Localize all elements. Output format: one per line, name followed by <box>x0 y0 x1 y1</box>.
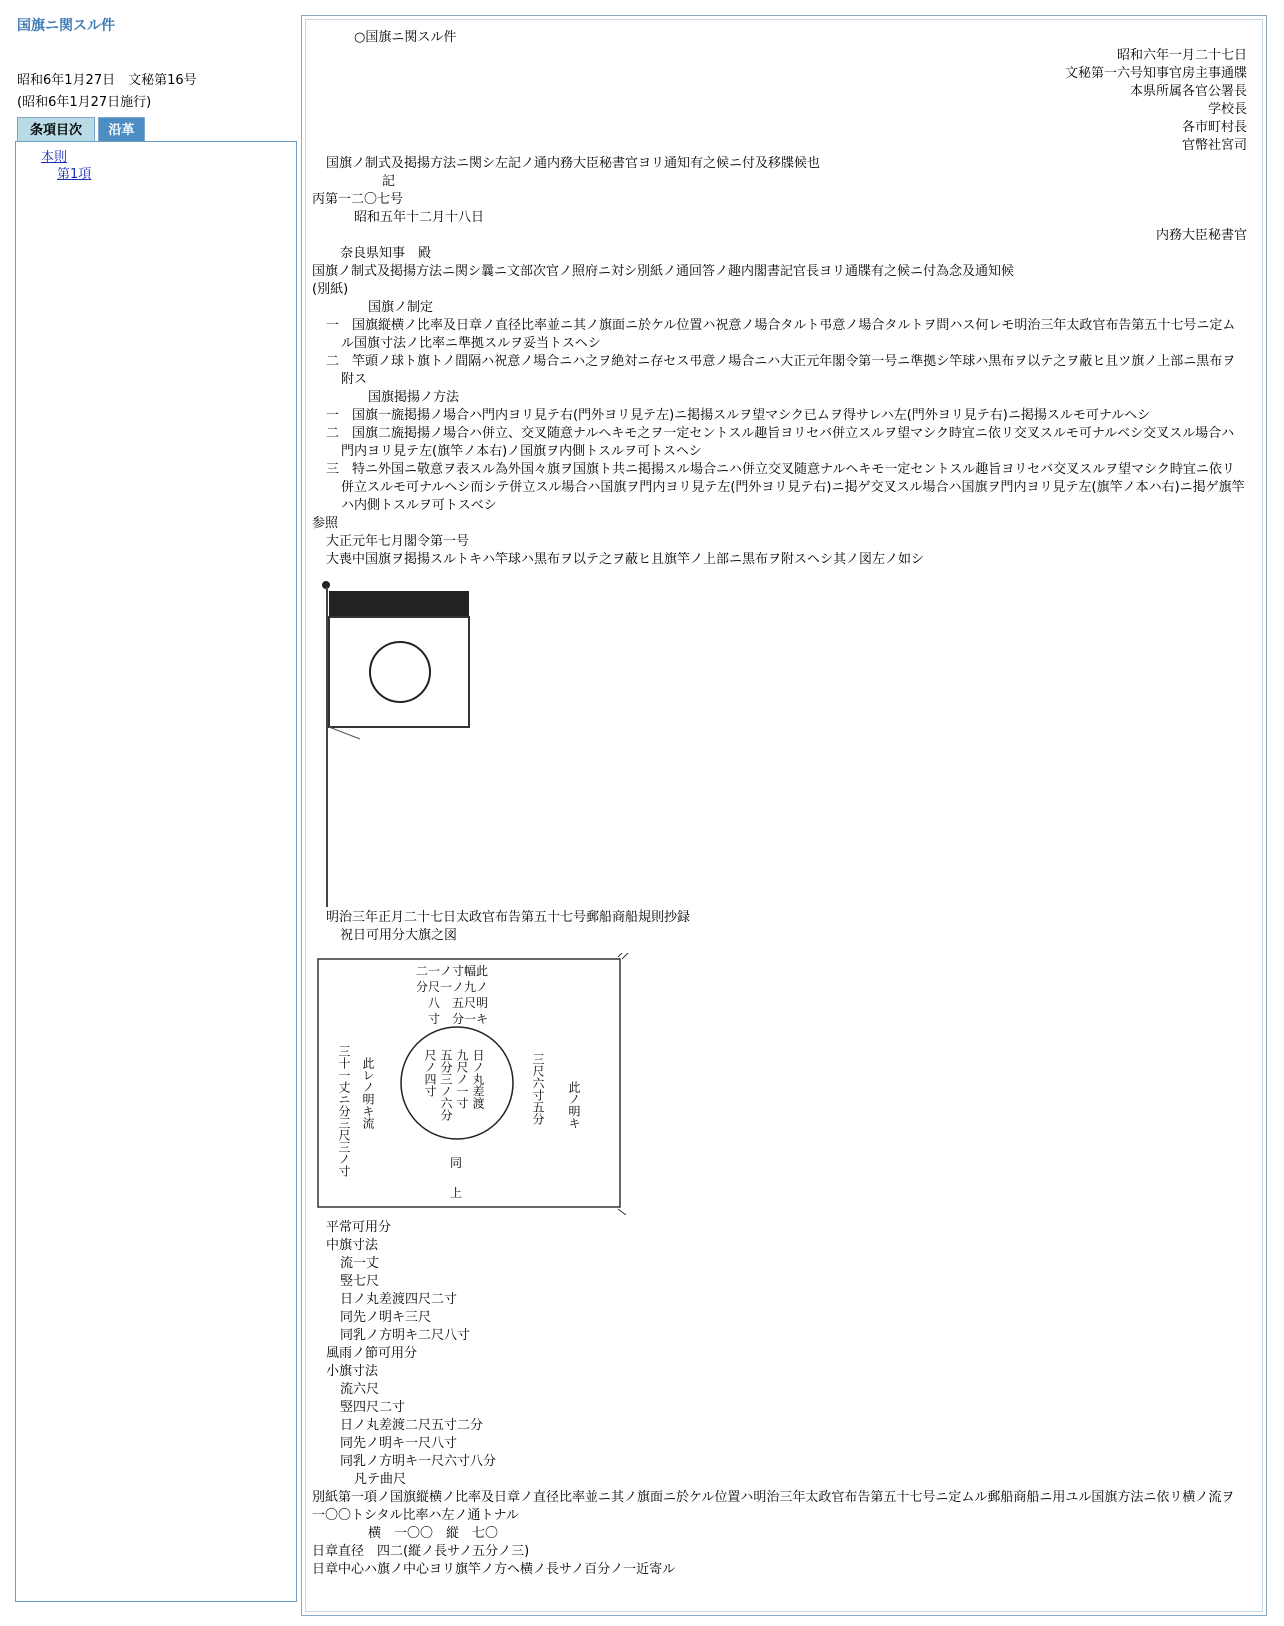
tab-history[interactable]: 沿革 <box>98 117 145 142</box>
dimension-line: 同先ノ明キ三尺 <box>340 1310 432 1325</box>
header-date: 昭和六年一月二十七日 <box>1116 48 1247 63</box>
closing-text: 日章中心ハ旗ノ中心ヨリ旗竿ノ方ヘ横ノ長サノ百分ノ一近寄ル <box>312 1562 676 1577</box>
dimension-line: 小旗寸法 <box>326 1364 379 1379</box>
reference-label: 参照 <box>312 516 339 531</box>
diagram-label: 五分三ノ六分 <box>439 1049 453 1121</box>
pole-mark <box>618 1209 626 1215</box>
dimension-line: 竪七尺 <box>340 1274 380 1289</box>
dimension-line: 流六尺 <box>340 1382 380 1397</box>
diagram-label: 同 <box>450 1156 463 1170</box>
closing-text: 別紙第一項ノ国旗縦横ノ比率及日章ノ直径比率並ニ其ノ旗面ニ於ケル位置ハ明治三年太政官布告第五十七号ニ定ムル郵船商船ニ用ユル国旗方法ニ依リ横ノ流ヲ一〇〇トシタル比率ハ左ノ通トナル <box>312 1490 1235 1523</box>
diagram-label: 此ノ明キ <box>567 1081 581 1129</box>
law-enforcement-date: (昭和6年1月27日施行) <box>17 95 152 110</box>
section-title: 国旗ノ制定 <box>368 300 434 315</box>
diagram-label: 此レノ明キ流 <box>361 1057 375 1129</box>
sender: 内務大臣秘書官 <box>1155 228 1247 243</box>
header-recipient: 官幣社宮司 <box>1181 138 1247 153</box>
reference-date: 昭和五年十二月十八日 <box>354 210 485 225</box>
section-item: 一 国旗一旒掲揚ノ場合ハ門内ヨリ見テ右(門外ヨリ見テ左)ニ掲揚スルヲ望マシク已ムヲ得サレハ左(門外ヨリ見テ右)ニ掲揚スルモ可ナルヘシ <box>326 408 1151 423</box>
intro-text: 国旗ノ制式及掲揚方法ニ関シ左記ノ通内務大臣秘書官ヨリ通知有之候ニ付及移牒候也 <box>326 156 821 171</box>
diagram-label: 三尺六寸五分 <box>531 1053 545 1125</box>
section-item: 二 竿頭ノ球ト旗トノ間隔ハ祝意ノ場合ニハ之ヲ絶対ニ存セス弔意ノ場合ニハ大正元年閣令第一号ニ準拠シ竿球ハ黒布ヲ以テ之ヲ蔽ヒ且ツ旗ノ上部ニ黒布ヲ附ス <box>326 354 1236 387</box>
ki-label: 記 <box>382 174 396 189</box>
dimension-line: 中旗寸法 <box>326 1238 379 1253</box>
ratio-line: 横 一〇〇 縦 七〇 <box>368 1526 499 1541</box>
flag-body <box>329 617 469 727</box>
section-title: 国旗掲揚ノ方法 <box>368 390 460 405</box>
dimension-line: 日ノ丸差渡二尺五寸二分 <box>340 1418 484 1433</box>
attachment-label: (別紙) <box>312 282 349 297</box>
diagram-label: 九尺ノ一寸 <box>455 1049 469 1109</box>
law-title: 国旗ニ関スル件 <box>17 18 115 34</box>
tab-article-index[interactable]: 条項目次 <box>17 117 95 142</box>
pole-mark <box>622 953 630 959</box>
section-item: 三 特ニ外国ニ敬意ヲ表スル為外国々旗ヲ国旗ト共ニ掲揚スル場合ニハ併立交叉随意ナルヘキモ一定セントスル趣旨ヨリセバ交叉スルヲ望マシク時宜ニ依リ併立スルモ可ナルヘシ而シテ併立スル場合ハ国旗ヲ門内ヨリ見テ左(門外ヨリ見テ右)ニ掲ゲ交叉スル場合ハ国旗ヲ門内ヨリ見テ左(旗竿ノ本ハ右)ニ掲ゲ旗竿ハ内側トスルヲ可トスベシ <box>326 462 1245 513</box>
section-item: 一 国旗縦横ノ比率及日章ノ直径比率並ニ其ノ旗面ニ於ケル位置ハ祝意ノ場合タルト弔意ノ場合タルトヲ問ハス何レモ明治三年太政官布告第五十七号ニ定ムル国旗寸法ノ比率ニ準拠スルヲ妥当トスヘシ <box>326 318 1236 351</box>
notice-text: 国旗ノ制式及掲揚方法ニ関シ曩ニ文部次官ノ照府ニ対シ別紙ノ通回答ノ趣内閣書記官長ヨリ通牒有之候ニ付為念及通知候 <box>312 264 1015 279</box>
dimension-line: 日ノ丸差渡四尺二寸 <box>340 1292 458 1307</box>
header-notice-number: 文秘第一六号知事官房主事通牒 <box>1064 66 1247 81</box>
addressee: 奈良県知事 殿 <box>340 246 432 261</box>
flag-dimensions-diagram <box>316 953 636 1215</box>
reference-title: 大正元年七月閣令第一号 <box>326 534 470 549</box>
reference-text: 大喪中国旗ヲ掲揚スルトキハ竿球ハ黒布ヲ以テ之ヲ蔽ヒ且旗竿ノ上部ニ黒布ヲ附スヘシ其ノ図左ノ如シ <box>326 552 925 567</box>
dimension-line: 竪四尺二寸 <box>340 1400 406 1415</box>
diagram-label: 上 <box>450 1186 463 1200</box>
reference-number: 丙第一二〇七号 <box>312 192 404 207</box>
dimension-line: 風雨ノ節可用分 <box>326 1346 418 1361</box>
header-recipient: 本県所属各官公署長 <box>1129 84 1247 99</box>
flag-cord <box>329 727 360 739</box>
dimension-line: 同乳ノ方明キ二尺八寸 <box>340 1328 471 1343</box>
diagram-label: 分尺一ノ九ノ <box>416 980 489 994</box>
diagram-label: 二一ノ寸幅此 <box>416 964 489 978</box>
document-frame <box>301 15 1267 1616</box>
document-body <box>312 29 1247 1579</box>
diagram-label: 尺ノ四寸 <box>423 1049 437 1097</box>
toc-link-paragraph-1[interactable]: 第1項 <box>57 167 92 182</box>
law-date-number: 昭和6年1月27日 文秘第16号 <box>17 73 197 88</box>
toc-link-main-provision[interactable]: 本則 <box>41 150 68 165</box>
diagram-label: 八 五尺明 <box>428 996 489 1010</box>
dimension-line: 凡テ曲尺 <box>354 1472 407 1487</box>
header-recipient: 各市町村長 <box>1181 120 1247 135</box>
diagram-label: 日ノ丸差渡 <box>471 1049 485 1109</box>
section-item: 二 国旗二旒掲揚ノ場合ハ併立、交叉随意ナルヘキモ之ヲ一定セントスル趣旨ヨリセバ併立スルヲ望マシク時宜ニ依リ交叉スルモ可ナルベシ交叉スル場合ハ門内ヨリ見テ左(旗竿ノ本右)ノ国旗ヲ内側トスルヲ可トスヘシ <box>326 426 1235 459</box>
header-recipient: 学校長 <box>1207 102 1247 117</box>
dimension-list <box>312 1219 1247 1489</box>
diagram-label: 三十一丈ニ分三尺三ノ寸 <box>337 1045 351 1177</box>
closing-text: 日章直径 四二(縦ノ長サノ五分ノ三) <box>312 1544 530 1559</box>
diagram-label: 寸 分一キ <box>428 1012 489 1026</box>
dimension-line: 同先ノ明キ一尺八寸 <box>340 1436 458 1451</box>
toc-panel <box>15 141 297 1602</box>
dimension-line: 同乳ノ方明キ一尺六寸八分 <box>340 1454 497 1469</box>
sidebar <box>0 0 300 1626</box>
dimension-line: 流一丈 <box>340 1256 380 1271</box>
figure-caption: 祝日可用分大旗之図 <box>340 928 458 943</box>
mourning-flag-figure <box>320 579 470 909</box>
doc-title: ○国旗ニ関スル件 <box>354 30 457 45</box>
dimension-line: 平常可用分 <box>326 1220 392 1235</box>
figure-caption: 明治三年正月二十七日太政官布告第五十七号郵船商船規則抄録 <box>326 910 691 925</box>
black-cloth <box>329 591 469 617</box>
